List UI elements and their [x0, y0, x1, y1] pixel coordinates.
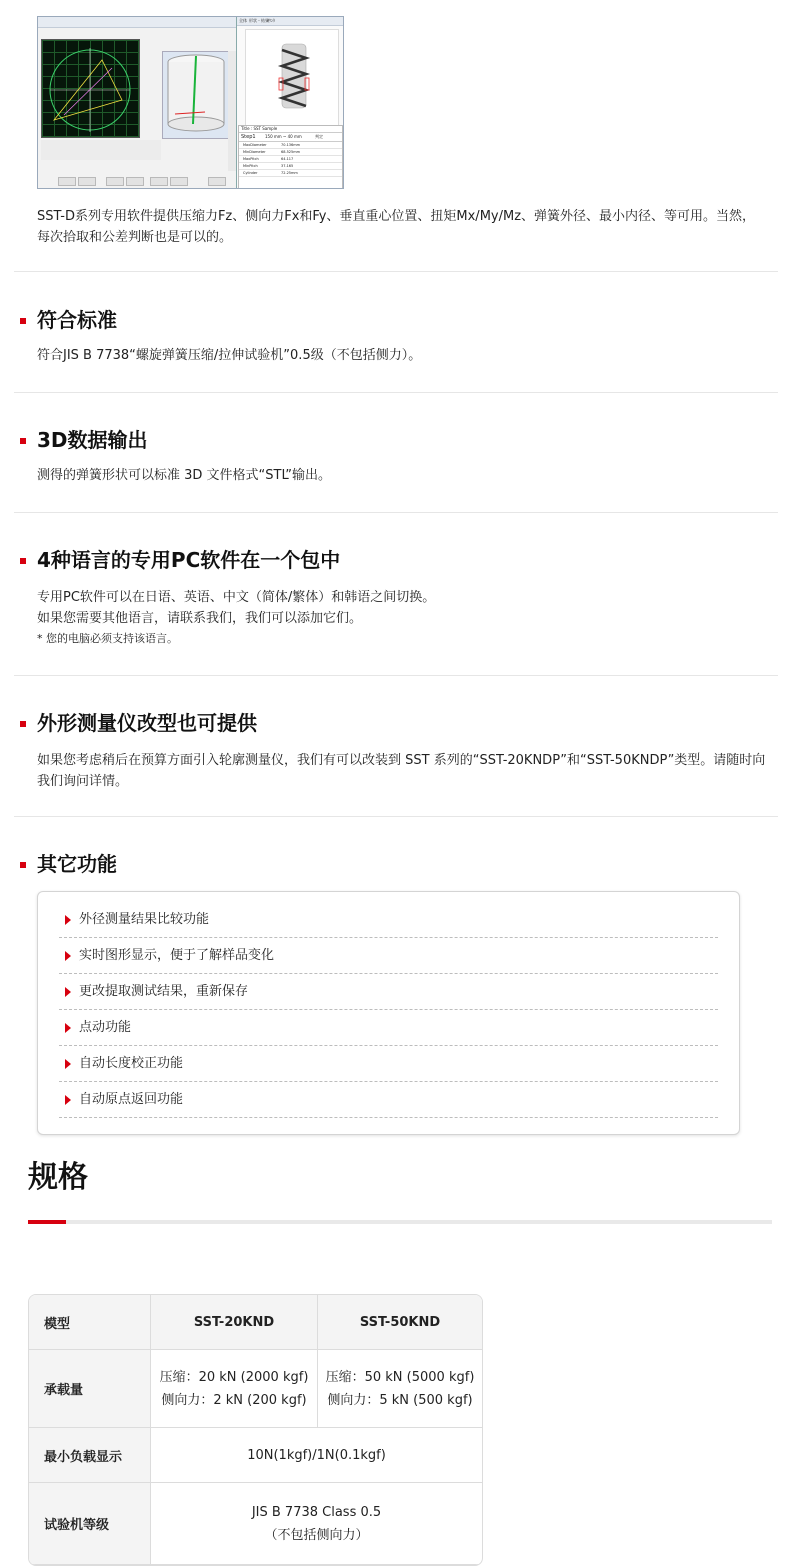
step-label: Step1 [241, 134, 256, 140]
triangle-right-icon [65, 1023, 71, 1033]
divider [14, 271, 778, 272]
row-name: MinPitch [243, 164, 258, 168]
spring-3d-view [245, 29, 339, 127]
row-value: 37.165 [281, 164, 294, 168]
cell-line: 压缩：20 kN (2000 kgf) [159, 1369, 309, 1385]
section-bullet [20, 438, 26, 444]
result-row [239, 170, 342, 177]
section-title: 符合标准 [37, 308, 117, 332]
section-note: * 您的电脑必须支持该语言。 [37, 632, 178, 645]
feature-label: 点动功能 [79, 1020, 132, 1035]
triangle-right-icon [65, 1095, 71, 1105]
cell-line: 侧向力：2 kN (200 kgf) [161, 1392, 307, 1408]
table-row [29, 1350, 482, 1428]
table-row [29, 1295, 482, 1350]
spec-title: 规格 [28, 1160, 88, 1195]
section-bullet [20, 558, 26, 564]
list-item [59, 1011, 718, 1046]
section-3d-output [20, 428, 770, 486]
section-bullet [20, 721, 26, 727]
divider [14, 675, 778, 676]
table-cell [151, 1350, 318, 1428]
window-titlebar [38, 17, 236, 28]
feature-label: 外径测量结果比较功能 [79, 912, 210, 927]
section-title: 3D数据输出 [37, 428, 148, 452]
divider [14, 512, 778, 513]
feature-label: 自动原点返回功能 [79, 1092, 184, 1107]
row-value: 70.136mm [281, 143, 301, 147]
list-item [59, 1083, 718, 1118]
section-languages [20, 548, 770, 649]
table-cell [151, 1483, 482, 1565]
divider [14, 392, 778, 393]
judge-header: 判定 [315, 134, 323, 139]
tab-all[interactable]: 全体 [239, 18, 247, 23]
result-row [239, 142, 342, 149]
tab-counter[interactable]: ｶｳﾝﾀ [267, 18, 275, 23]
row-name: MaxDiameter [243, 143, 267, 147]
result-row [239, 149, 342, 156]
row-value: 68.525mm [281, 150, 301, 154]
section-text: 如果您需要其他语言，请联系我们，我们可以添加它们。 [37, 611, 363, 626]
section-bullet [20, 862, 26, 868]
spec-table [28, 1294, 483, 1566]
table-row [29, 1483, 482, 1565]
row-value: 64.117 [281, 157, 294, 161]
input-fields [41, 140, 161, 160]
side-panel [228, 51, 236, 171]
cell-line: 压缩：50 kN (5000 kgf) [325, 1369, 475, 1385]
cylinder-view [162, 51, 230, 139]
cell-line: （不包括侧向力） [264, 1527, 369, 1543]
section-text: 专用PC软件可以在日语、英语、中文（简体/繁体）和韩语之间切换。 [37, 590, 436, 605]
intro-text: SST-D系列专用软件提供压缩力Fz、侧向力Fx和Fy、垂直重心位置、扭矩Mx/My/Mz、弹簧外径、最小内径、等可用。当然，每次拾取和公差判断也是可以的。 [37, 209, 756, 245]
row-header: 模型 [29, 1295, 151, 1350]
feature-label: 自动长度校正功能 [79, 1056, 184, 1071]
row-value: 72.25mm [281, 171, 298, 175]
feature-label: 实时图形显示，便于了解样品变化 [79, 948, 275, 963]
row-header: 试验机等级 [29, 1483, 151, 1565]
column-header: SST-20KND [151, 1295, 318, 1350]
result-row [239, 163, 342, 170]
list-item [59, 939, 718, 974]
section-bullet [20, 318, 26, 324]
column-header: SST-50KND [318, 1295, 482, 1350]
row-name: MinDiameter [243, 150, 266, 154]
main-window [38, 17, 237, 188]
table-cell: 10N(1kgf)/1N(0.1kgf) [151, 1428, 482, 1483]
triangle-right-icon [65, 915, 71, 925]
section-text: 如果您考虑稍后在预算方面引入轮廓测量仪，我们有可以改装到 SST 系列的“SST-20KNDP”和“SST-50KNDP”类型。请随时向我们询问详情。 [37, 753, 766, 789]
cell-line: 侧向力：5 kN (500 kgf) [327, 1392, 473, 1408]
result-row [239, 156, 342, 163]
step-range: 150 mm ~ 40 mm [265, 134, 302, 139]
cell-line: JIS B 7738 Class 0.5 [251, 1504, 382, 1520]
section-title: 4种语言的专用PC软件在一个包中 [37, 548, 341, 572]
list-item [59, 975, 718, 1010]
result-title-row: Title : SST Sample [239, 126, 342, 133]
tab-shape[interactable]: 形状・結果 [249, 18, 269, 23]
section-text: 符合JIS B 7738“螺旋弹簧压缩/拉伸试验机”0.5级（不包括侧力）。 [37, 348, 422, 363]
row-header: 最小负载显示 [29, 1428, 151, 1483]
triangle-right-icon [65, 951, 71, 961]
triangle-right-icon [65, 987, 71, 997]
tab-bar [237, 17, 343, 26]
button-row [58, 177, 233, 185]
section-other-features [20, 852, 770, 876]
section-text: 测得的弹簧形状可以标准 3D 文件格式“STL”输出。 [37, 468, 332, 483]
list-item [59, 1047, 718, 1082]
result-window [237, 17, 343, 188]
feature-list-box [37, 891, 740, 1135]
section-standard [20, 308, 770, 366]
spec-underline [28, 1220, 772, 1224]
software-screenshot [37, 16, 344, 189]
section-retrofit [20, 711, 770, 792]
section-title: 外形测量仪改型也可提供 [37, 711, 257, 735]
result-table [238, 125, 343, 189]
row-name: MaxPitch [243, 157, 259, 161]
table-row [29, 1428, 482, 1483]
table-cell [318, 1350, 482, 1428]
section-title: 其它功能 [37, 852, 117, 876]
row-name: Cylinder [243, 171, 258, 175]
divider [14, 816, 778, 817]
list-item [59, 903, 718, 938]
feature-label: 更改提取测试结果，重新保存 [79, 984, 249, 999]
polar-plot [41, 39, 140, 138]
row-header: 承载量 [29, 1350, 151, 1428]
triangle-right-icon [65, 1059, 71, 1069]
